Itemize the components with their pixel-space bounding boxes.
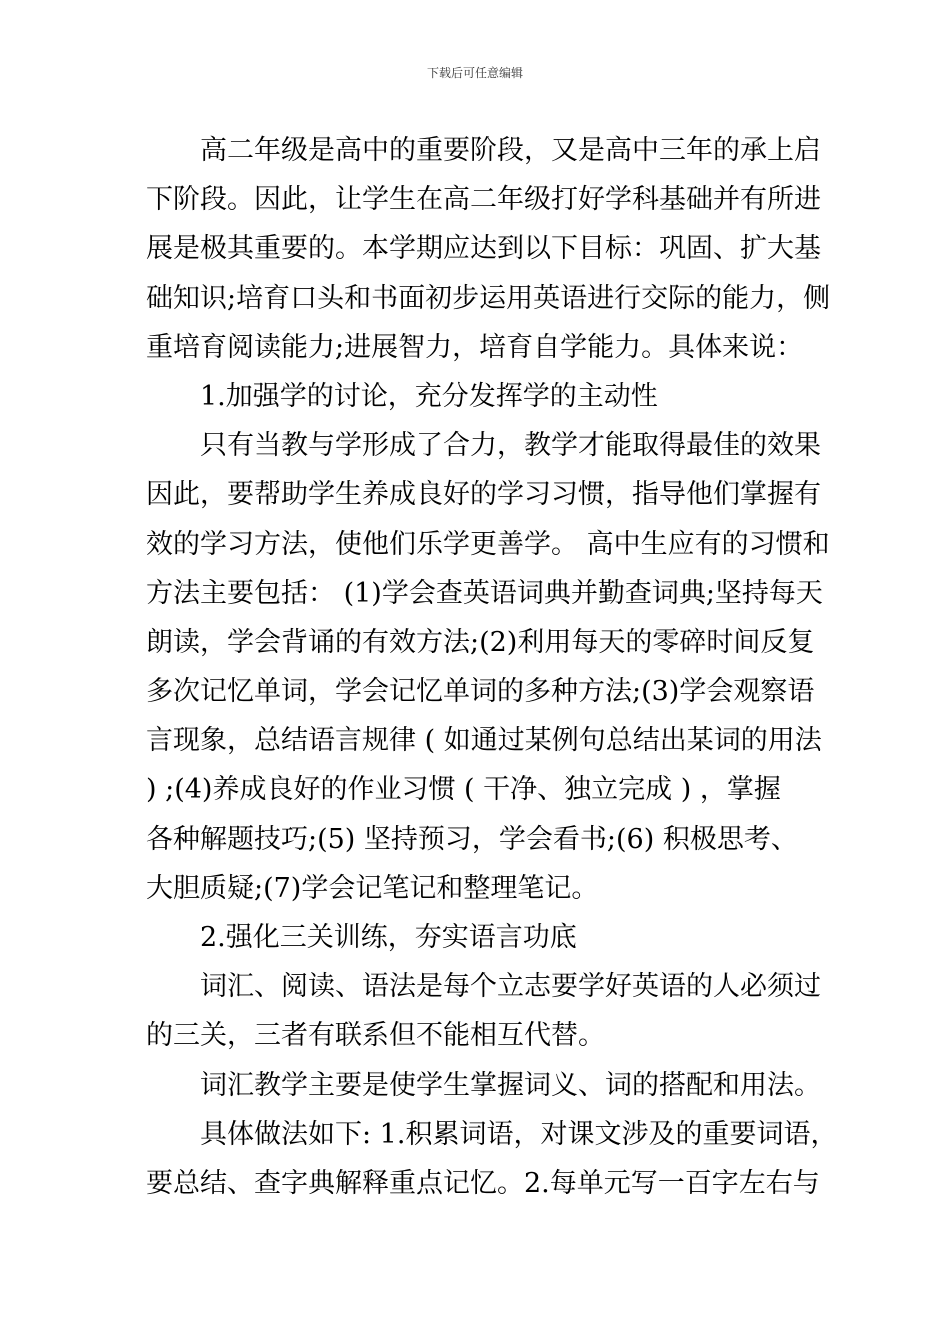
text-line: 因此，要帮助学生养成良好的学习习惯，指导他们掌握有 xyxy=(146,479,821,511)
text-line: 础知识;培育口头和书面初步运用英语进行交际的能力，侧 xyxy=(146,282,831,314)
text-line: 大胆质疑;(7)学会记笔记和整理笔记。 xyxy=(146,872,599,904)
document-body xyxy=(146,126,838,1208)
text-line: 具体做法如下: 1.积累词语，对课文涉及的重要词语， xyxy=(200,1118,838,1150)
text-line: 只有当教与学形成了合力，教学才能取得最佳的效果 xyxy=(200,430,821,462)
text-line: 词汇、阅读、语法是每个立志要学好英语的人必须过 xyxy=(200,971,821,1003)
text-line: 各种解题技巧;(5) 坚持预习，学会看书;(6) 积极思考、 xyxy=(146,823,798,855)
text-line: 效的学习方法，使他们乐学更善学。 高中生应有的习惯和 xyxy=(146,528,830,560)
text-line: 词汇教学主要是使学生掌握词义、词的搭配和用法。 xyxy=(200,1069,821,1101)
text-line: 展是极其重要的。本学期应达到以下目标：巩固、扩大基 xyxy=(146,233,821,265)
text-line: 的三关，三者有联系但不能相互代替。 xyxy=(146,1020,605,1052)
text-line: 2.强化三关训练，夯实语言功底 xyxy=(200,922,577,953)
text-line: 多次记忆单词，学会记忆单词的多种方法;(3)学会观察语 xyxy=(146,676,815,708)
text-line: 朗读，学会背诵的有效方法;(2)利用每天的零碎时间反复 xyxy=(146,626,815,658)
text-line: 高二年级是高中的重要阶段，又是高中三年的承上启 xyxy=(200,135,821,166)
text-line: 重培育阅读能力;进展智力，培育自学能力。具体来说： xyxy=(146,331,804,363)
text-line: 要总结、查字典解释重点记忆。2.每单元写一百字左右与 xyxy=(146,1167,820,1199)
text-line: 言现象，总结语言规律 ( 如通过某例句总结出某词的用法 xyxy=(146,725,822,757)
text-line: 方法主要包括： (1)学会查英语词典并勤查词典;坚持每天 xyxy=(146,577,823,609)
text-line: ) ;(4)养成良好的作业习惯 ( 干净、独立完成 ) ，掌握 xyxy=(146,774,781,806)
text-line: 下阶段。因此，让学生在高二年级打好学科基础并有所进 xyxy=(146,184,821,216)
page-header-note: 下载后可任意编辑 xyxy=(426,66,523,80)
text-line: 1.加强学的讨论，充分发挥学的主动性 xyxy=(200,380,658,412)
